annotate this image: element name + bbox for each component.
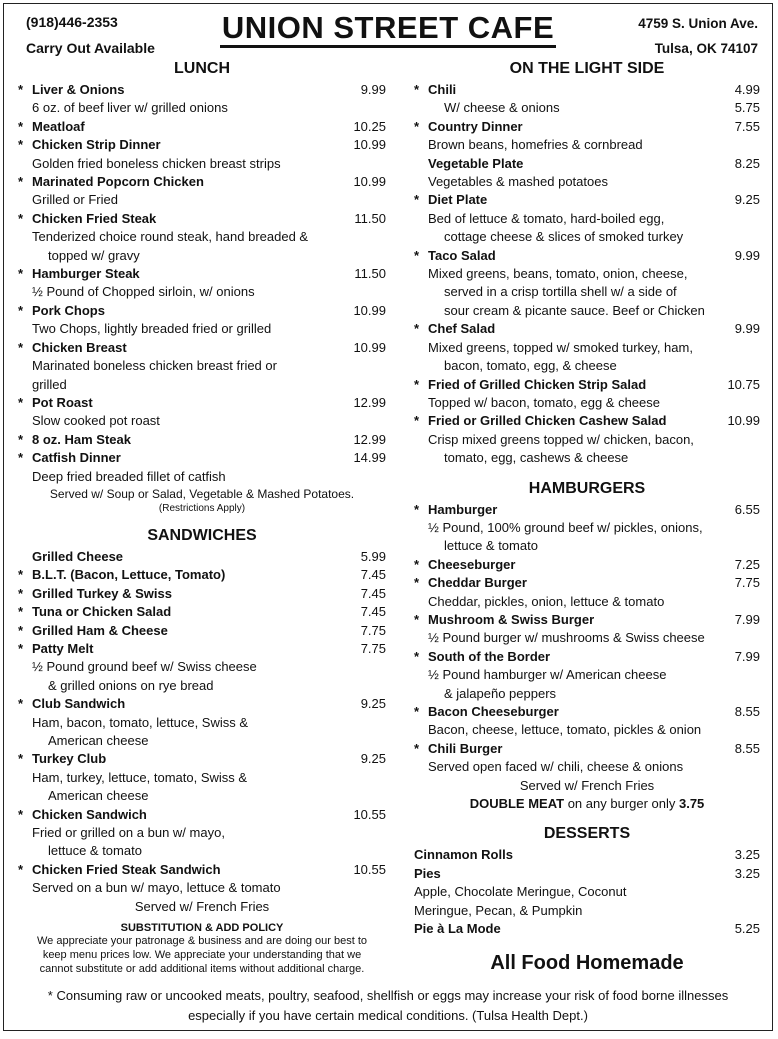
lunch-served-note: Served w/ Soup or Salad, Vegetable & Mashed Potatoes.	[49, 486, 355, 501]
menu-item	[414, 846, 760, 864]
item-desc: Mixed greens, topped w/ smoked turkey, ham,	[428, 339, 693, 355]
item-price: 8.25	[734, 155, 760, 171]
item-name: Country Dinner	[428, 118, 523, 134]
item-price: 12.99	[353, 394, 386, 410]
star: *	[414, 376, 420, 392]
item-price: 10.99	[353, 174, 386, 190]
item-name: Turkey Club	[32, 751, 107, 767]
item-name: Patty Melt	[32, 640, 94, 656]
menu-item	[18, 622, 386, 640]
item-desc: & grilled onions on rye bread	[48, 677, 214, 693]
item-price: 9.99	[734, 247, 760, 263]
policy-line: keep menu prices low. We appreciate your understanding that we	[42, 949, 362, 962]
menu-item	[414, 191, 760, 209]
item-name: Chicken Sandwich	[32, 806, 147, 822]
item-name: Cinnamon Rolls	[414, 847, 513, 863]
item-desc: Grilled or Fried	[32, 192, 118, 208]
item-name: Grilled Ham & Cheese	[32, 622, 168, 638]
item-name: W/ cheese & onions	[444, 100, 560, 116]
menu-item	[18, 302, 386, 320]
star: *	[414, 247, 420, 263]
star: *	[414, 575, 420, 591]
star: *	[18, 567, 24, 583]
item-desc: & jalapeño peppers	[444, 685, 557, 701]
policy-heading: SUBSTITUTION & ADD POLICY	[120, 922, 284, 935]
star: *	[18, 450, 24, 466]
item-price: 7.99	[734, 611, 760, 627]
menu-item	[18, 750, 386, 768]
restrictions-note: (Restrictions Apply)	[158, 502, 246, 514]
item-price: 10.99	[353, 339, 386, 355]
disclaimer-line: especially if you have certain medical conditions. (Tulsa Health Dept.)	[188, 1008, 588, 1023]
item-desc: American cheese	[48, 733, 149, 748]
item-name: B.L.T. (Bacon, Lettuce, Tomato)	[32, 567, 226, 583]
item-price: 9.99	[360, 82, 386, 97]
menu-item	[18, 394, 386, 412]
star: *	[414, 740, 420, 756]
item-desc: Cheddar, pickles, onion, lettuce & tomato	[428, 593, 665, 609]
star	[18, 548, 32, 566]
address-line-1: 4759 S. Union Ave.	[638, 16, 758, 31]
item-desc: sour cream & picante sauce. Beef or Chicken	[444, 302, 705, 318]
item-name: Meatloaf	[32, 118, 85, 134]
item-desc: Bacon, cheese, lettuce, tomato, pickles & onion	[428, 722, 702, 738]
item-price: 7.99	[734, 648, 760, 664]
menu-item	[414, 155, 760, 173]
item-desc: lettuce & tomato	[444, 538, 538, 554]
item-desc: ½ Pound of Chopped sirloin, w/ onions	[32, 284, 255, 300]
item-desc: served in a crisp tortilla shell w/ a side of	[444, 284, 677, 300]
menu-item	[414, 247, 760, 265]
double-meat-price: 3.75	[678, 796, 705, 812]
lunch-heading: LUNCH	[174, 60, 230, 77]
star: *	[18, 640, 24, 656]
menu-item	[18, 806, 386, 824]
item-desc: Bed of lettuce & tomato, hard-boiled egg,	[428, 210, 665, 226]
star: *	[18, 604, 24, 620]
star: *	[18, 266, 24, 282]
item-name: Fried or Grilled Chicken Cashew Salad	[428, 413, 667, 429]
menu-item	[18, 640, 386, 658]
item-name: Hamburger Steak	[32, 266, 140, 282]
star: *	[18, 394, 24, 410]
burgers-served-note: Served w/ French Fries	[519, 777, 655, 793]
star: *	[18, 431, 24, 447]
item-desc: ½ Pound burger w/ mushrooms & Swiss cheese	[428, 630, 705, 646]
item-desc: American cheese	[48, 788, 149, 804]
item-desc: Brown beans, homefries & cornbread	[428, 137, 643, 153]
item-name: Grilled Turkey & Swiss	[32, 585, 172, 601]
item-name: Marinated Popcorn Chicken	[32, 174, 204, 190]
item-name: South of the Border	[428, 648, 551, 664]
item-desc: Ham, bacon, tomato, lettuce, Swiss &	[32, 714, 249, 730]
item-name: Cheeseburger	[428, 556, 516, 572]
health-disclaimer	[4, 986, 772, 1026]
menu-item	[414, 376, 760, 394]
item-desc: Golden fried boneless chicken breast strips	[32, 155, 281, 171]
item-name: Vegetable Plate	[428, 155, 524, 171]
item-desc: Slow cooked pot roast	[32, 413, 160, 429]
item-name: Fried of Grilled Chicken Strip Salad	[428, 376, 647, 392]
item-desc: Ham, turkey, lettuce, tomato, Swiss &	[32, 769, 248, 785]
item-price: 8.55	[734, 704, 760, 719]
double-meat-label: DOUBLE MEAT	[469, 796, 565, 812]
item-price: 7.75	[360, 640, 386, 656]
item-price: 7.45	[360, 567, 386, 583]
menu-item	[414, 703, 760, 721]
menu-item	[18, 449, 386, 467]
star: *	[18, 861, 24, 877]
item-desc: Fried or grilled on a bun w/ mayo,	[32, 825, 225, 841]
item-price: 7.45	[360, 604, 386, 620]
item-name: Mushroom & Swiss Burger	[428, 611, 595, 627]
double-meat-note	[414, 795, 760, 813]
item-price: 9.25	[360, 696, 386, 712]
star: *	[18, 585, 24, 601]
menu-item	[18, 603, 386, 621]
item-price: 10.99	[353, 302, 386, 318]
star: *	[414, 118, 420, 134]
star: *	[18, 82, 24, 97]
star: *	[414, 82, 420, 97]
item-name: Taco Salad	[428, 247, 496, 263]
item-price: 10.75	[727, 376, 760, 392]
item-desc: 6 oz. of beef liver w/ grilled onions	[32, 100, 228, 116]
star: *	[18, 137, 24, 153]
item-name: 8 oz. Ham Steak	[32, 431, 131, 447]
menu-item	[414, 920, 760, 938]
menu-item	[18, 118, 386, 136]
menu-item	[18, 210, 386, 228]
item-price: 7.45	[360, 585, 386, 601]
menu-item	[18, 265, 386, 283]
item-price: 7.75	[734, 575, 760, 591]
menu-item	[18, 566, 386, 584]
phone-number: (918)446-2353	[26, 14, 118, 30]
item-price: 3.25	[734, 847, 760, 863]
menu-item	[18, 339, 386, 357]
menu-item	[414, 740, 760, 758]
star: *	[18, 302, 24, 318]
menu-item	[18, 81, 386, 99]
title-text: UNION STREET CAFE	[220, 10, 556, 48]
item-price: 10.25	[353, 118, 386, 134]
item-name: Catfish Dinner	[32, 450, 121, 466]
item-desc: Vegetables & mashed potatoes	[428, 174, 608, 190]
star: *	[18, 118, 24, 134]
menu-item	[414, 81, 760, 99]
policy-line: We appreciate your patronage & business and are doing our best to	[36, 935, 367, 948]
item-price: 10.99	[727, 413, 760, 429]
item-name: Chili Burger	[428, 740, 503, 756]
menu-item	[414, 412, 760, 430]
menu-item	[18, 548, 386, 566]
menu-item	[18, 695, 386, 713]
item-desc: Topped w/ bacon, tomato, egg & cheese	[428, 394, 660, 410]
item-desc: ½ Pound, 100% ground beef w/ pickles, onions,	[428, 519, 703, 535]
item-price: 9.25	[360, 751, 386, 767]
item-name: Chicken Fried Steak Sandwich	[32, 861, 221, 877]
item-desc: ½ Pound hamburger w/ American cheese	[428, 667, 667, 683]
item-price: 5.25	[734, 921, 760, 937]
star: *	[414, 704, 420, 719]
address-line-2: Tulsa, OK 74107	[654, 41, 758, 56]
sandwiches-served-note: Served w/ French Fries	[134, 898, 270, 914]
item-name: Diet Plate	[428, 192, 488, 208]
star: *	[414, 556, 420, 572]
item-price: 6.55	[734, 501, 760, 517]
item-price: 10.99	[353, 137, 386, 153]
item-name: Cheddar Burger	[428, 575, 527, 591]
item-price: 5.99	[360, 548, 386, 564]
menu-item	[414, 99, 760, 117]
menu-item	[414, 501, 760, 519]
item-desc: Served open faced w/ chili, cheese & onions	[428, 759, 684, 775]
item-desc: Deep fried breaded fillet of catfish	[32, 468, 226, 484]
item-name: Pot Roast	[32, 394, 93, 410]
menu-page	[3, 3, 773, 1031]
item-name: Tuna or Chicken Salad	[32, 604, 172, 620]
item-desc: Served on a bun w/ mayo, lettuce & tomato	[32, 880, 281, 896]
item-desc: topped w/ gravy	[48, 247, 140, 263]
item-name: Grilled Cheese	[32, 548, 124, 564]
menu-item	[18, 136, 386, 154]
star: *	[414, 192, 420, 208]
menu-item	[18, 585, 386, 603]
item-price: 10.55	[353, 806, 386, 822]
item-name: Liver & Onions	[32, 82, 125, 97]
menu-item	[414, 611, 760, 629]
item-desc: Marinated boneless chicken breast fried or	[32, 358, 277, 374]
item-desc: Mixed greens, beans, tomato, onion, cheese,	[428, 266, 688, 282]
menu-item	[18, 431, 386, 449]
item-price: 8.55	[734, 740, 760, 756]
item-name: Hamburger	[428, 501, 498, 517]
menu-item	[414, 118, 760, 136]
star: *	[18, 751, 24, 767]
star: *	[18, 174, 24, 190]
item-price: 7.25	[734, 556, 760, 572]
item-name: Club Sandwich	[32, 696, 126, 712]
item-desc: ½ Pound ground beef w/ Swiss cheese	[32, 659, 257, 675]
item-desc: bacon, tomato, egg, & cheese	[444, 358, 617, 374]
right-column	[414, 58, 760, 975]
item-desc: lettuce & tomato	[48, 843, 142, 859]
item-name: Pie à La Mode	[414, 921, 501, 937]
double-meat-text: on any burger only	[564, 796, 679, 812]
item-desc: tomato, egg, cashews & cheese	[444, 450, 629, 466]
item-desc: Crisp mixed greens topped w/ chicken, bacon,	[428, 431, 694, 447]
item-price: 7.75	[360, 622, 386, 638]
star: *	[18, 696, 24, 712]
disclaimer-line: * Consuming raw or uncooked meats, poultry, seafood, shellfish or eggs may increase your risk of food borne illnesses	[47, 988, 729, 1003]
left-column	[18, 58, 386, 976]
menu-item	[414, 648, 760, 666]
item-name: Pies	[414, 865, 441, 881]
item-desc: Apple, Chocolate Meringue, Coconut	[414, 884, 627, 900]
item-desc: Tenderized choice round steak, hand breaded &	[32, 229, 309, 245]
star: *	[414, 611, 420, 627]
item-name: Chicken Breast	[32, 339, 127, 355]
menu-item	[18, 173, 386, 191]
sandwiches-heading: SANDWICHES	[147, 526, 257, 544]
star: *	[414, 321, 420, 337]
item-price: 9.25	[734, 192, 760, 208]
star	[414, 155, 428, 173]
item-price: 14.99	[353, 450, 386, 466]
hamburgers-heading: HAMBURGERS	[528, 479, 646, 497]
item-name: Chicken Fried Steak	[32, 210, 157, 226]
item-name: Pork Chops	[32, 302, 105, 318]
item-price: 11.50	[354, 266, 386, 282]
item-desc: grilled	[32, 376, 67, 392]
desserts-heading: DESSERTS	[543, 825, 631, 843]
item-price: 11.50	[354, 210, 386, 226]
menu-item	[414, 320, 760, 338]
star: *	[18, 806, 24, 822]
policy-line: cannot substitute or add additional items without additional charge.	[39, 963, 365, 976]
item-desc: cottage cheese & slices of smoked turkey	[444, 229, 684, 245]
item-name: Bacon Cheeseburger	[428, 704, 559, 719]
item-price: 7.55	[734, 118, 760, 134]
menu-item	[414, 865, 760, 883]
menu-item	[414, 574, 760, 592]
item-price: 3.25	[734, 865, 760, 881]
item-name: Chili	[428, 82, 457, 97]
item-price: 10.55	[353, 861, 386, 877]
item-desc: Two Chops, lightly breaded fried or grilled	[32, 321, 272, 337]
light-side-heading: ON THE LIGHT SIDE	[509, 60, 665, 77]
star: *	[414, 413, 420, 429]
item-desc: Meringue, Pecan, & Pumpkin	[414, 902, 583, 918]
item-price: 5.75	[734, 100, 760, 116]
item-name: Chicken Strip Dinner	[32, 137, 161, 153]
star: *	[414, 648, 420, 664]
star: *	[414, 501, 420, 517]
item-name: Chef Salad	[428, 321, 496, 337]
carry-out-note: Carry Out Available	[26, 40, 155, 56]
homemade-tagline: All Food Homemade	[490, 952, 684, 975]
menu-item	[414, 556, 760, 574]
star: *	[18, 210, 24, 226]
star: *	[18, 622, 24, 638]
star: *	[18, 339, 24, 355]
item-price: 4.99	[734, 82, 760, 97]
item-price: 12.99	[353, 431, 386, 447]
item-price: 9.99	[734, 321, 760, 337]
menu-item	[18, 861, 386, 879]
